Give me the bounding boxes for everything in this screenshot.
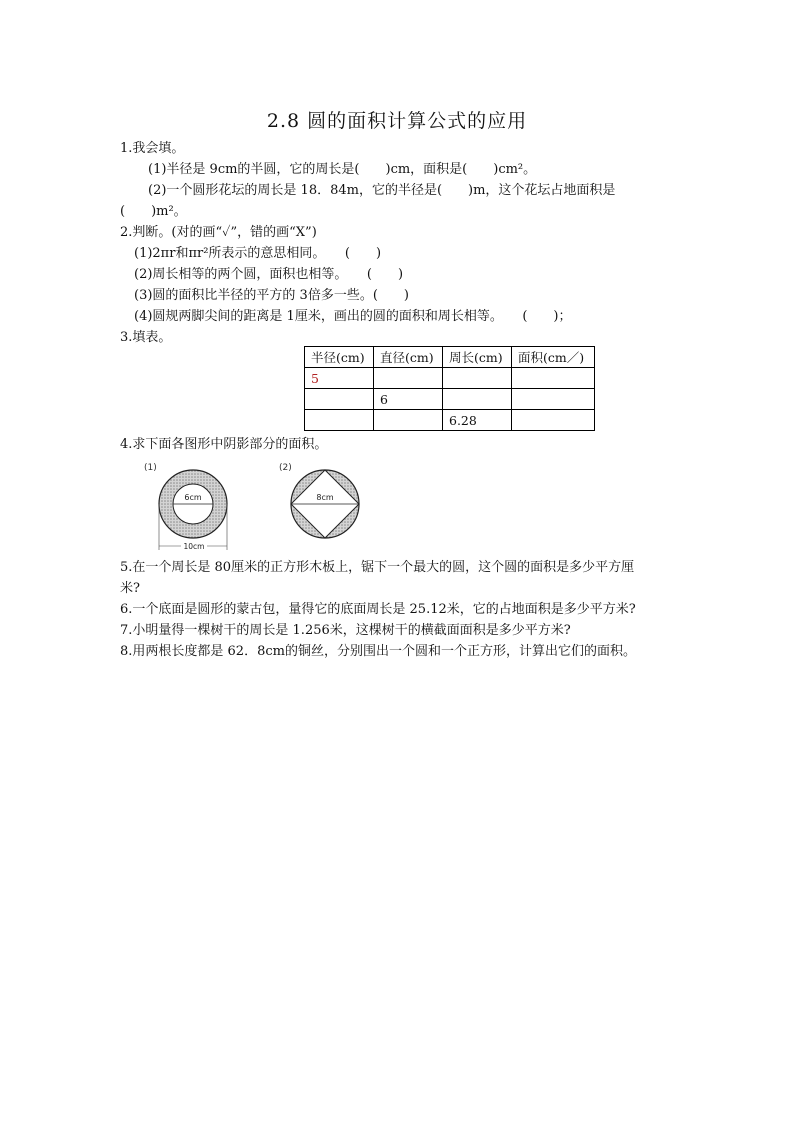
figure-2-label: (2) <box>279 463 292 473</box>
table-cell <box>512 368 595 389</box>
circle-square-figure <box>275 458 375 550</box>
table-header: 面积(cm／) <box>512 347 595 368</box>
q4-heading: 4.求下面各图形中阴影部分的面积。 <box>120 437 328 452</box>
diagonal-label: 8cm <box>316 493 334 502</box>
q2-heading: 2.判断。(对的画“✓”，错的画“X”) <box>120 225 317 240</box>
q1-item-1: (1)半径是 9cm的半圆，它的周长是( )cm，面积是( )cm²。 <box>148 162 537 177</box>
table-cell <box>512 410 595 431</box>
q5-text: 5.在一个周长是 80厘米的正方形木板上，锯下一个最大的圆，这个圆的面积是多少平方厘 <box>120 560 635 575</box>
q2-item-1: (1)2πr和πr²所表示的意思相同。 ( ) <box>134 246 382 261</box>
table-cell <box>374 368 443 389</box>
table-header: 半径(cm) <box>305 347 374 368</box>
table-row <box>305 389 595 410</box>
table-cell <box>512 389 595 410</box>
q2-item-3: (3)圆的面积比半径的平方的 3倍多一些。( ) <box>134 288 409 303</box>
outer-diameter-label: 10cm <box>183 542 205 551</box>
table-header: 直径(cm) <box>374 347 443 368</box>
table-cell <box>305 410 374 431</box>
table-cell: 5 <box>305 368 374 389</box>
q2-item-2: (2)周长相等的两个圆，面积也相等。 ( ) <box>134 267 404 282</box>
fill-table <box>304 346 595 431</box>
table-header-row <box>305 347 595 368</box>
table-cell <box>443 368 512 389</box>
q8-text: 8.用两根长度都是 62．8cm的铜丝，分别围出一个圆和一个正方形，计算出它们的面积。 <box>120 644 636 659</box>
table-row <box>305 410 595 431</box>
q1-heading: 1.我会填。 <box>120 141 185 156</box>
table-cell <box>443 389 512 410</box>
q2-item-4: (4)圆规两脚尖间的距离是 1厘米，画出的圆的面积和周长相等。 ( )； <box>134 309 572 324</box>
annulus-figure <box>140 458 240 554</box>
table-cell <box>305 389 374 410</box>
table-row <box>305 368 595 389</box>
q6-text: 6.一个底面是圆形的蒙古包，量得它的底面周长是 25.12米，它的占地面积是多少平方米? <box>120 602 636 617</box>
page-title: 2.8 圆的面积计算公式的应用 <box>266 110 528 132</box>
inner-diameter-label: 6cm <box>184 493 202 502</box>
q7-text: 7.小明量得一棵树干的周长是 1.256米，这棵树干的横截面面积是多少平方米? <box>120 623 571 638</box>
table-cell: 6 <box>374 389 443 410</box>
q1-item-2-cont: ( )m²。 <box>120 204 187 219</box>
table-cell: 6.28 <box>443 410 512 431</box>
q5-text-cont: 米? <box>120 581 140 596</box>
table-header: 周长(cm) <box>443 347 512 368</box>
q1-item-2: (2)一个圆形花坛的周长是 18．84m，它的半径是( )m，这个花坛占地面积是 <box>148 183 616 198</box>
figure-1-label: (1) <box>144 463 157 473</box>
q3-heading: 3.填表。 <box>120 330 172 345</box>
table-cell <box>374 410 443 431</box>
